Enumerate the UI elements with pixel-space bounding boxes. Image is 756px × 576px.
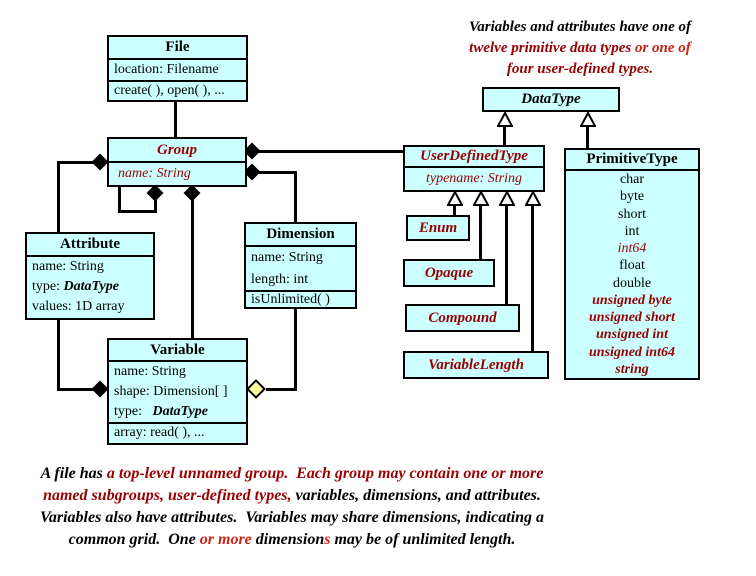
note-line: Variables also have attributes. Variables may share dimensions, indicating a <box>39 509 545 526</box>
class-title: UserDefinedType <box>405 147 543 168</box>
attribute-variable-connector-h <box>57 388 95 391</box>
dimension-variable-connector-h <box>266 388 296 391</box>
primitive-item: unsigned int <box>596 327 668 343</box>
primitive-item: byte <box>619 189 645 205</box>
composition-diamond-group-variable <box>184 185 201 202</box>
group-variable-connector <box>191 199 194 338</box>
note-line: common grid. One or more dimensions may be of unlimited length. <box>68 531 516 548</box>
class-attribute-row: name: String <box>251 250 323 265</box>
group-self-connector-v1 <box>118 186 121 213</box>
group-userdefinedtype-connector <box>257 150 403 153</box>
note-line: twelve primitive data types or one of <box>469 40 691 56</box>
file-group-connector <box>174 102 177 137</box>
class-box-dimension <box>244 222 357 309</box>
composition-diamond-variable-attribute <box>92 381 109 398</box>
datatype-reference: DataType <box>63 279 119 294</box>
class-box-file <box>107 35 248 102</box>
class-attribute-row: type: DataType <box>32 279 119 294</box>
userdefinedtype-datatype-connector <box>503 126 506 145</box>
class-title: Dimension <box>246 224 355 247</box>
class-title: Group <box>109 139 245 163</box>
group-attribute-connector-v <box>57 161 60 232</box>
class-attribute-row: shape: Dimension[ ] <box>114 384 228 399</box>
primitive-item: short <box>618 206 646 222</box>
class-operation-row: create( ), open( ), ... <box>114 83 225 98</box>
opaque-userdefinedtype-connector <box>479 204 482 259</box>
generalization-arrow-icon <box>497 112 513 127</box>
aggregation-diamond-variable-dimension <box>246 379 266 399</box>
class-title: Compound <box>428 310 497 326</box>
composition-diamond-group-self <box>147 185 164 202</box>
primitive-item: char <box>619 172 645 187</box>
compound-userdefinedtype-connector <box>505 204 508 304</box>
attribute-variable-connector-v <box>57 320 60 391</box>
class-attribute-row: values: 1D array <box>32 299 125 314</box>
group-self-connector-h <box>118 210 157 213</box>
class-operation-row: isUnlimited( ) <box>251 292 330 307</box>
generalization-arrow-icon <box>525 191 541 206</box>
primitive-item: unsigned int64 <box>589 344 675 360</box>
bottom-annotation <box>12 463 572 551</box>
primitive-item: int64 <box>617 241 647 256</box>
class-attribute-row: type: DataType <box>109 402 246 424</box>
class-attribute-row: location: Filename <box>109 60 246 82</box>
note-line: four user-defined types. <box>506 61 654 77</box>
class-box-opaque <box>403 259 495 287</box>
composition-diamond-group-attribute <box>92 154 109 171</box>
variablelength-userdefinedtype-connector <box>531 204 534 351</box>
class-operation-row: array: read( ), ... <box>114 425 205 440</box>
note-line: named subgroups, user-defined types, variables, dimensions, and attributes. <box>43 487 541 504</box>
class-title: Attribute <box>27 234 153 257</box>
primitivetype-datatype-connector <box>586 126 589 148</box>
class-box-userdefinedtype <box>403 145 545 192</box>
class-attribute-row: name: String <box>32 259 104 274</box>
note-line: A file has a top-level unnamed group. Each group may contain one or more <box>40 465 544 482</box>
class-box-compound <box>405 304 520 332</box>
generalization-arrow-icon <box>473 191 489 206</box>
class-title: Opaque <box>424 265 474 281</box>
class-box-datatype <box>482 87 620 112</box>
primitive-item: int <box>624 223 640 239</box>
class-box-primitivetype <box>564 148 700 380</box>
class-box-variablelength <box>403 351 549 379</box>
generalization-arrow-icon <box>447 191 463 206</box>
class-attribute-row: length: int <box>246 269 355 292</box>
primitive-type-list <box>566 171 698 378</box>
class-attribute-row: name: String <box>118 166 191 181</box>
class-attribute-row: name: String <box>114 364 186 379</box>
datatype-reference: DataType <box>152 404 208 419</box>
class-title: Enum <box>418 220 458 236</box>
dimension-variable-connector-v <box>294 309 297 391</box>
generalization-arrow-icon <box>499 191 515 206</box>
primitive-item: unsigned byte <box>592 292 672 308</box>
group-dimension-connector-h <box>256 171 297 174</box>
generalization-arrow-icon <box>580 112 596 127</box>
class-box-attribute <box>25 232 155 320</box>
class-attribute-row: typename: String <box>425 171 523 186</box>
primitive-item: unsigned short <box>589 310 675 325</box>
note-line: Variables and attributes have one of <box>468 19 692 35</box>
class-box-group <box>107 137 247 187</box>
class-box-variable <box>107 338 248 445</box>
class-box-enum <box>406 215 470 241</box>
group-self-connector-v2 <box>154 200 157 213</box>
class-title: PrimitiveType <box>566 150 698 171</box>
top-annotation <box>424 17 736 80</box>
group-dimension-connector-v <box>294 171 297 222</box>
primitive-item: double <box>612 275 652 291</box>
class-title: File <box>109 37 246 60</box>
primitive-item: float <box>619 258 645 274</box>
class-title: Variable <box>109 340 246 362</box>
class-title: DataType <box>521 91 581 107</box>
class-title: VariableLength <box>428 357 524 373</box>
primitive-item: string <box>615 361 649 377</box>
